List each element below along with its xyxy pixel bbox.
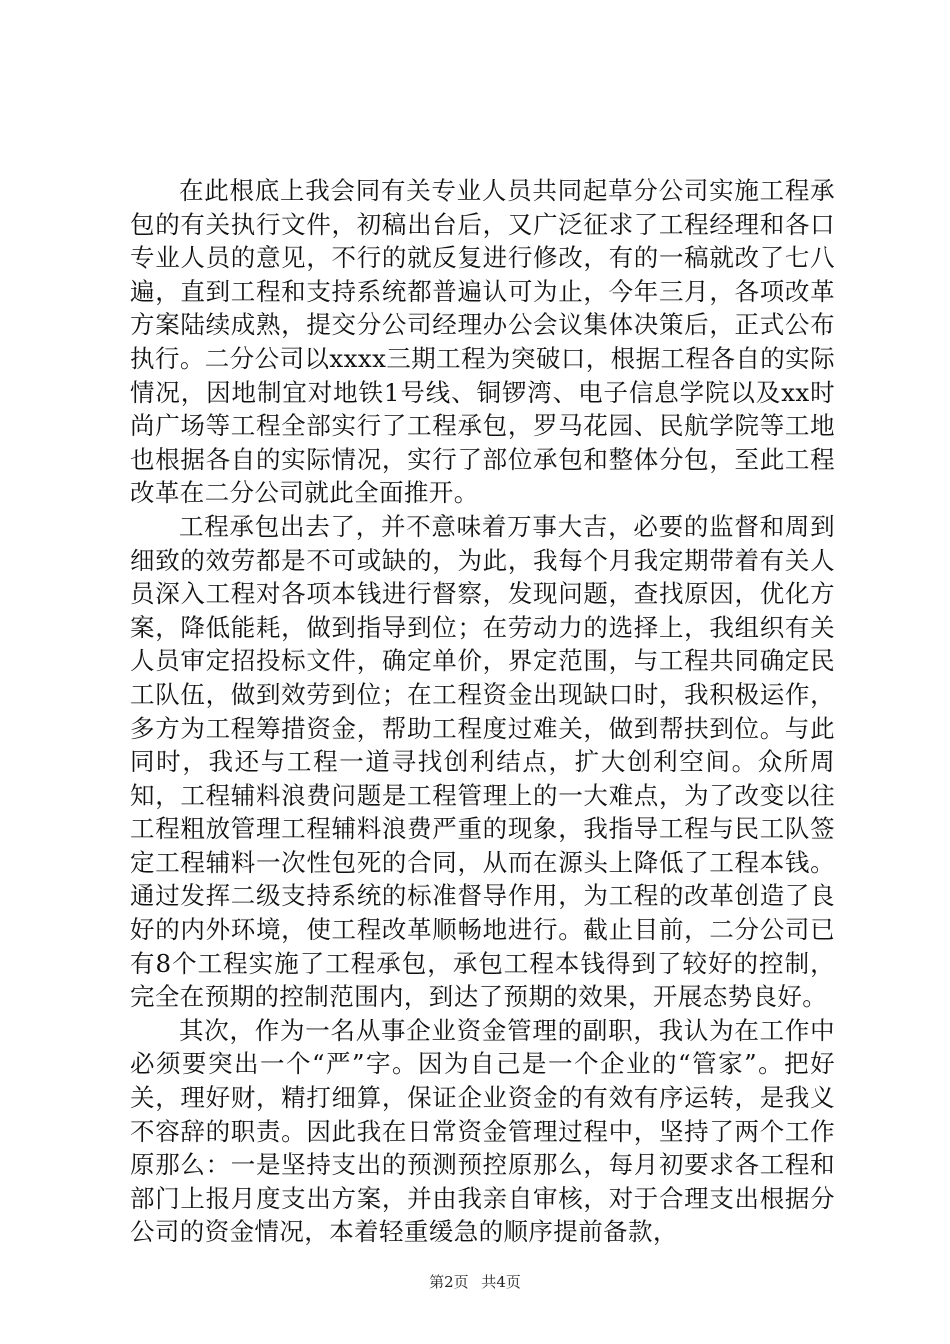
page-footer: [0, 1272, 950, 1292]
paragraph-1: 在此根底上我会同有关专业人员共同起草分公司实施工程承包的有关执行文件，初稿出台后，又广泛征求了工程经理和各口专业人员的意见，不行的就反复进行修改，有的一稿就改了七八遍，直到工程和支持系统都普遍认可为止，今年三月，各项改革方案陆续成熟，提交分公司经理办公会议集体决策后，正式公布执行。二分公司以xxxx三期工程为突破口，根据工程各自的实际情况，因地制宜对地铁1号线、铜锣湾、电子信息学院以及xx时尚广场等工程全部实行了工程承包，罗马花园、民航学院等工地也根据各自的实际情况，实行了部位承包和整体分包，至此工程改革在二分公司就此全面推开。: [130, 176, 835, 508]
paragraph-2: 工程承包出去了，并不意味着万事大吉，必要的监督和周到细致的效劳都是不可或缺的，为此，我每个月我定期带着有关人员深入工程对各项本钱进行督察，发现问题，查找原因，优化方案，降低能耗，做到指导到位；在劳动力的选择上，我组织有关人员审定招投标文件，确定单价，界定范围，与工程共同确定民工队伍，做到效劳到位；在工程资金出现缺口时，我积极运作，多方为工程筹措资金，帮助工程度过难关，做到帮扶到位。与此同时，我还与工程一道寻找创利结点，扩大创利空间。众所周知，工程辅料浪费问题是工程管理上的一大难点，为了改变以往工程粗放管理工程辅料浪费严重的现象，我指导工程与民工队签定工程辅料一次性包死的合同，从而在源头上降低了工程本钱。通过发挥二级支持系统的标准督导作用，为工程的改革创造了良好的内外环境，使工程改革顺畅地进行。截止目前，二分公司已有8个工程实施了工程承包，承包工程本钱得到了较好的控制，完全在预期的控制范围内，到达了预期的效果，开展态势良好。: [130, 511, 835, 1012]
body-text: [130, 174, 835, 1249]
page-total: 共4页: [481, 1273, 521, 1291]
page-number: 第2页: [429, 1273, 469, 1291]
paragraph-3: 其次，作为一名从事企业资金管理的副职，我认为在工作中必须要突出一个“严”字。因为自己是一个企业的“管家”。把好关，理好财，精打细算，保证企业资金的有效有序运转，是我义不容辞的职责。因此我在日常资金管理过程中，坚持了两个工作原那么：一是坚持支出的预测预控原那么，每月初要求各工程和部门上报月度支出方案，并由我亲自审核，对于合理支出根据分公司的资金情况，本着轻重缓急的顺序提前备款，: [130, 1015, 835, 1247]
